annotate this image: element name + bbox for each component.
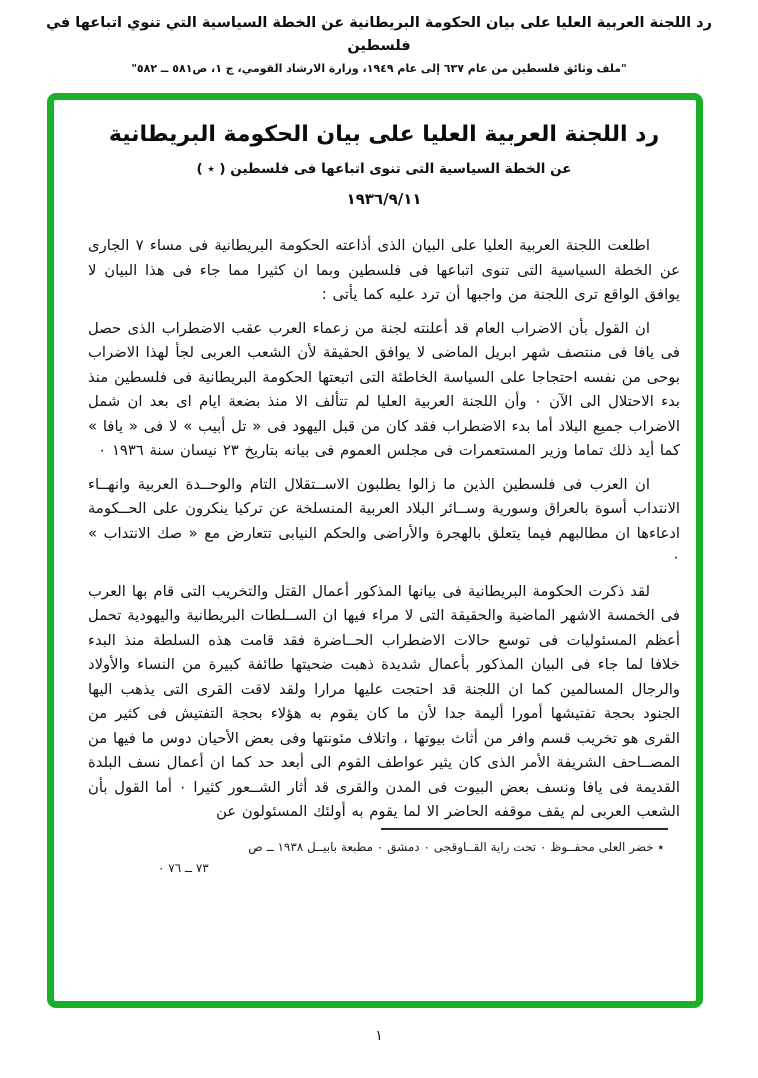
paragraph-intro: اطلعت اللجنة العربية العليا على البيان الذى أذاعته الحكومة البريطانية فى مساء ٧ الجارى عن الخطة السياسية التى تنوى اتباعها فى فلسطين وبما ان كثيرا مما جاء فى هذا البيان لا يوافق الواقع ترى اللجنة من واجبها أن ترد عليه كما يأتى : [88, 237, 680, 303]
document-content [54, 100, 696, 1001]
footnote-line-1: ٭ خضر العلى محفــوظ ٠ تحت راية القــاوقجى ٠ دمشق ٠ مطبعة بابيــل ١٩٣٨ ــ ص [248, 839, 664, 854]
paragraph-demands: ان العرب فى فلسطين الذين ما زالوا يطلبون الاســتقلال التام والوحــدة العربية وانهــاء الانتداب أسوة بالعراق وسورية وســائر البلاد العربية المنسلخة عن تركيا ينكرون على الحــكومة ادعاءها ان مطالبهم فيما يتعلق بالهجرة والأراضى والحكم النيابى تتعارض مع « صك الانتداب » ٠ [88, 475, 680, 566]
footnote [88, 837, 680, 879]
header-title: رد اللجنة العربية العليا على بيان الحكومة البريطانية عن الخطة السياسية التي تنوي اتباعها في فلسطين [46, 15, 712, 55]
header-source-citation: "ملف وثائق فلسطين من عام ٦٣٧ إلى عام ١٩٤٩، وزارة الارشاد القومي، ج ١، ص٥٨١ ــ ٥٨٢" [131, 62, 627, 76]
paragraph-strike-origin: ان القول بأن الاضراب العام قد أعلنته لجنة من زعماء العرب عقب الاضطراب الذى حصل فى يافا فى منتصف شهر ابريل الماضى لا يوافق الحقيقة لأن الشعب العربى لجأ لهذا الاضراب بوحى من نفسه احتجاجا على السياسة الخاطئة التى اتبعتها الحكومة البريطانية فى فلسطين منذ بدء الاحتلال الى الآن ٠ وأن اللجنة العربية العليا لم تتألف الا منذ بضعة ايام اى بعد ان شمل الاضراب جميع البلاد أما بدء الاضطراب فقد كان من قبل اليهود فى « تل أبيب » لا فى « يافا » كما أيد ذلك تماما وزير المستعمرات فى مجلس العموم فى بيانه بتاريخ ٢٣ نيسان سنة ١٩٣٦ ٠ [88, 319, 680, 459]
document-green-frame [47, 93, 703, 1008]
document-title: رد اللجنة العربية العليا على بيان الحكومة البريطانية [108, 122, 660, 147]
footnote-line-2: ٧٣ ــ ٧٦ ٠ [158, 860, 209, 875]
document-date: ١٩٣٦/٩/١١ [346, 190, 422, 208]
page-header [20, 12, 738, 75]
document-subtitle: عن الخطة السياسية التى تنوى اتباعها فى فلسطين ( ٭ ) [196, 161, 572, 177]
footnote-separator [381, 828, 668, 830]
paragraph-accusations: لقد ذكرت الحكومة البريطانية فى بيانها المذكور أعمال القتل والتخريب التى قام بها العرب فى الخمسة الاشهر الماضية والحقيقة التى لا مراء فيها ان الســلطات البريطانية واليهودية تحمل أعظم المسئوليات فى توسع حالات الاضطراب الحــاضرة فقد قامت هذه السلطة منذ البدء خلافا لما جاء فى البيان المذكور بأعمال شديدة ذهبت ضحيتها طائفة كبيرة من النساء والأولاد والرجال المسالمين كما ان اللجنة قد احتجت عليها مرارا ولقد لاقت القرى التى يذهب اليها الجنود بحجة تفتيشها أمورا أليمة جدا لأن ما كان يقوم به هؤلاء بحجة التفتيش فى كثير من القرى هو تخريب قسم وافر من أثاث بيوتها ، واتلاف مئونتها وفى بعض الأحيان دوس ما فيها من المصــاحف الشريفة الأمر الذى كان يثير عواطف القوم الى أبعد حد كما ان أعمال نسف البلدة القديمة فى يافا ونسف بعض البيوت فى المدن والقرى قد أثار الشــعور كثيرا ٠ أما القول بأن الشعب العربى لم يقف موقفه الحاضر الا لما يقوم به أولئك المسئولون عن [88, 582, 680, 820]
page-number: ١ [375, 1028, 383, 1044]
document-body [88, 234, 680, 825]
